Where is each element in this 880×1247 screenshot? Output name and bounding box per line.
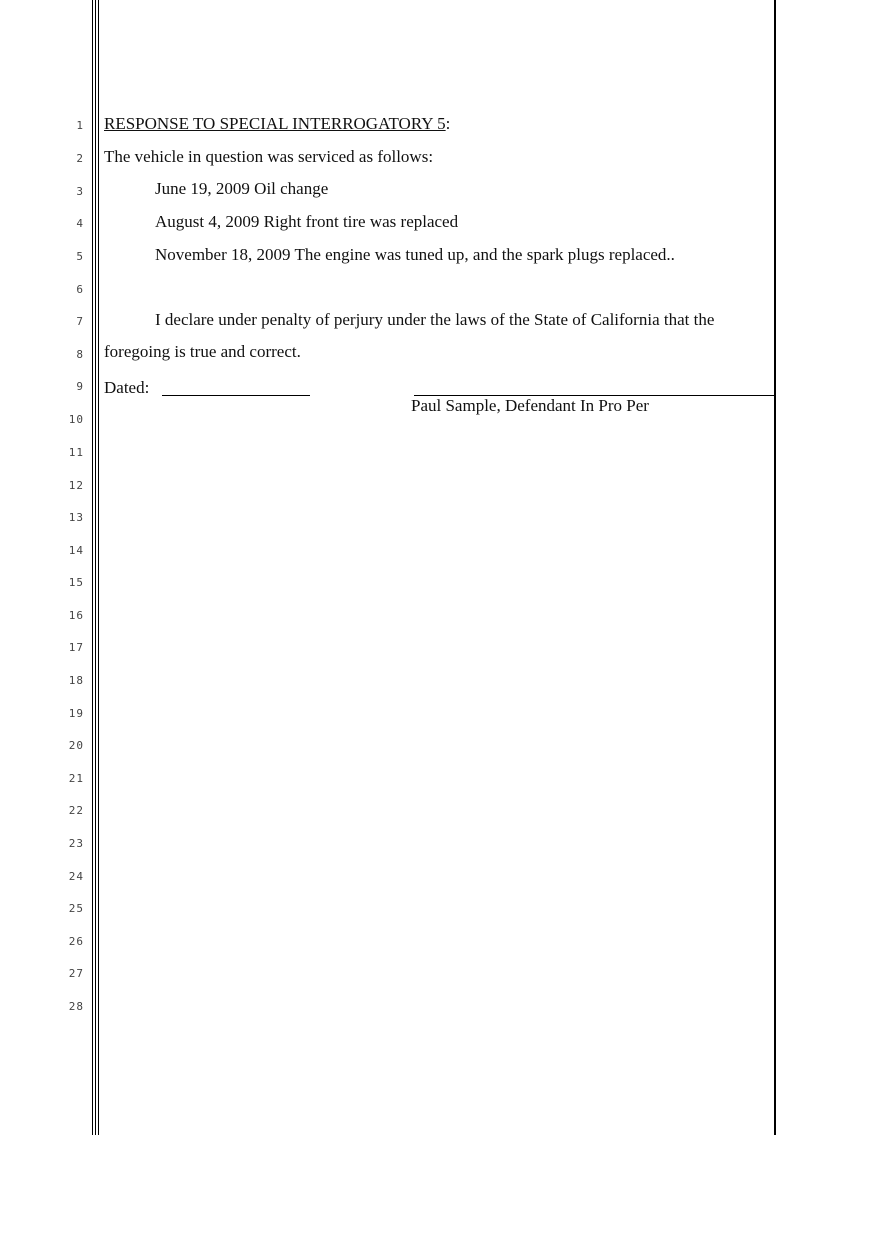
line-number: 13 [68,511,84,524]
line-number: 1 [76,119,84,132]
line-number-column [0,0,84,1247]
line-number: 14 [68,544,84,557]
response-heading-title: RESPONSE TO SPECIAL INTERROGATORY 5 [104,114,446,133]
left-margin-rule [92,0,93,1135]
line-number: 9 [76,380,84,393]
response-heading-colon: : [445,114,451,133]
signer-name: Paul Sample, Defendant In Pro Per [411,396,649,415]
line-number: 26 [68,935,84,948]
line-number: 10 [68,413,84,426]
line-number: 7 [76,315,84,328]
line-number: 2 [76,152,84,165]
dated-label: Dated: [104,378,150,397]
line-number: 5 [76,250,84,263]
line-number: 20 [68,739,84,752]
line-number: 25 [68,902,84,915]
response-intro: The vehicle in question was serviced as follows: [104,147,434,166]
line-number: 11 [68,446,84,459]
line-number: 16 [68,609,84,622]
line-number: 8 [76,348,84,361]
line-number: 17 [68,641,84,654]
line-number: 4 [76,217,84,230]
service-entry: August 4, 2009 Right front tire was replaced [155,212,459,231]
response-heading [104,114,450,134]
line-number: 18 [68,674,84,687]
line-number: 23 [68,837,84,850]
line-number: 22 [68,804,84,817]
date-blank-line [162,395,310,396]
line-number: 6 [76,283,84,296]
declaration-line: foregoing is true and correct. [104,342,301,361]
line-number: 21 [68,772,84,785]
declaration-line: I declare under penalty of perjury under the laws of the State of California that the [155,310,715,329]
line-number: 15 [68,576,84,589]
line-number: 28 [68,1000,84,1013]
line-number: 24 [68,870,84,883]
line-number: 12 [68,479,84,492]
line-number: 27 [68,967,84,980]
service-entry: June 19, 2009 Oil change [155,179,329,198]
left-margin-rule [95,0,96,1135]
service-entry: November 18, 2009 The engine was tuned up, and the spark plugs replaced.. [155,245,675,264]
line-number: 3 [76,185,84,198]
right-margin-rule [774,0,776,1135]
left-margin-rule [98,0,99,1135]
line-number: 19 [68,707,84,720]
